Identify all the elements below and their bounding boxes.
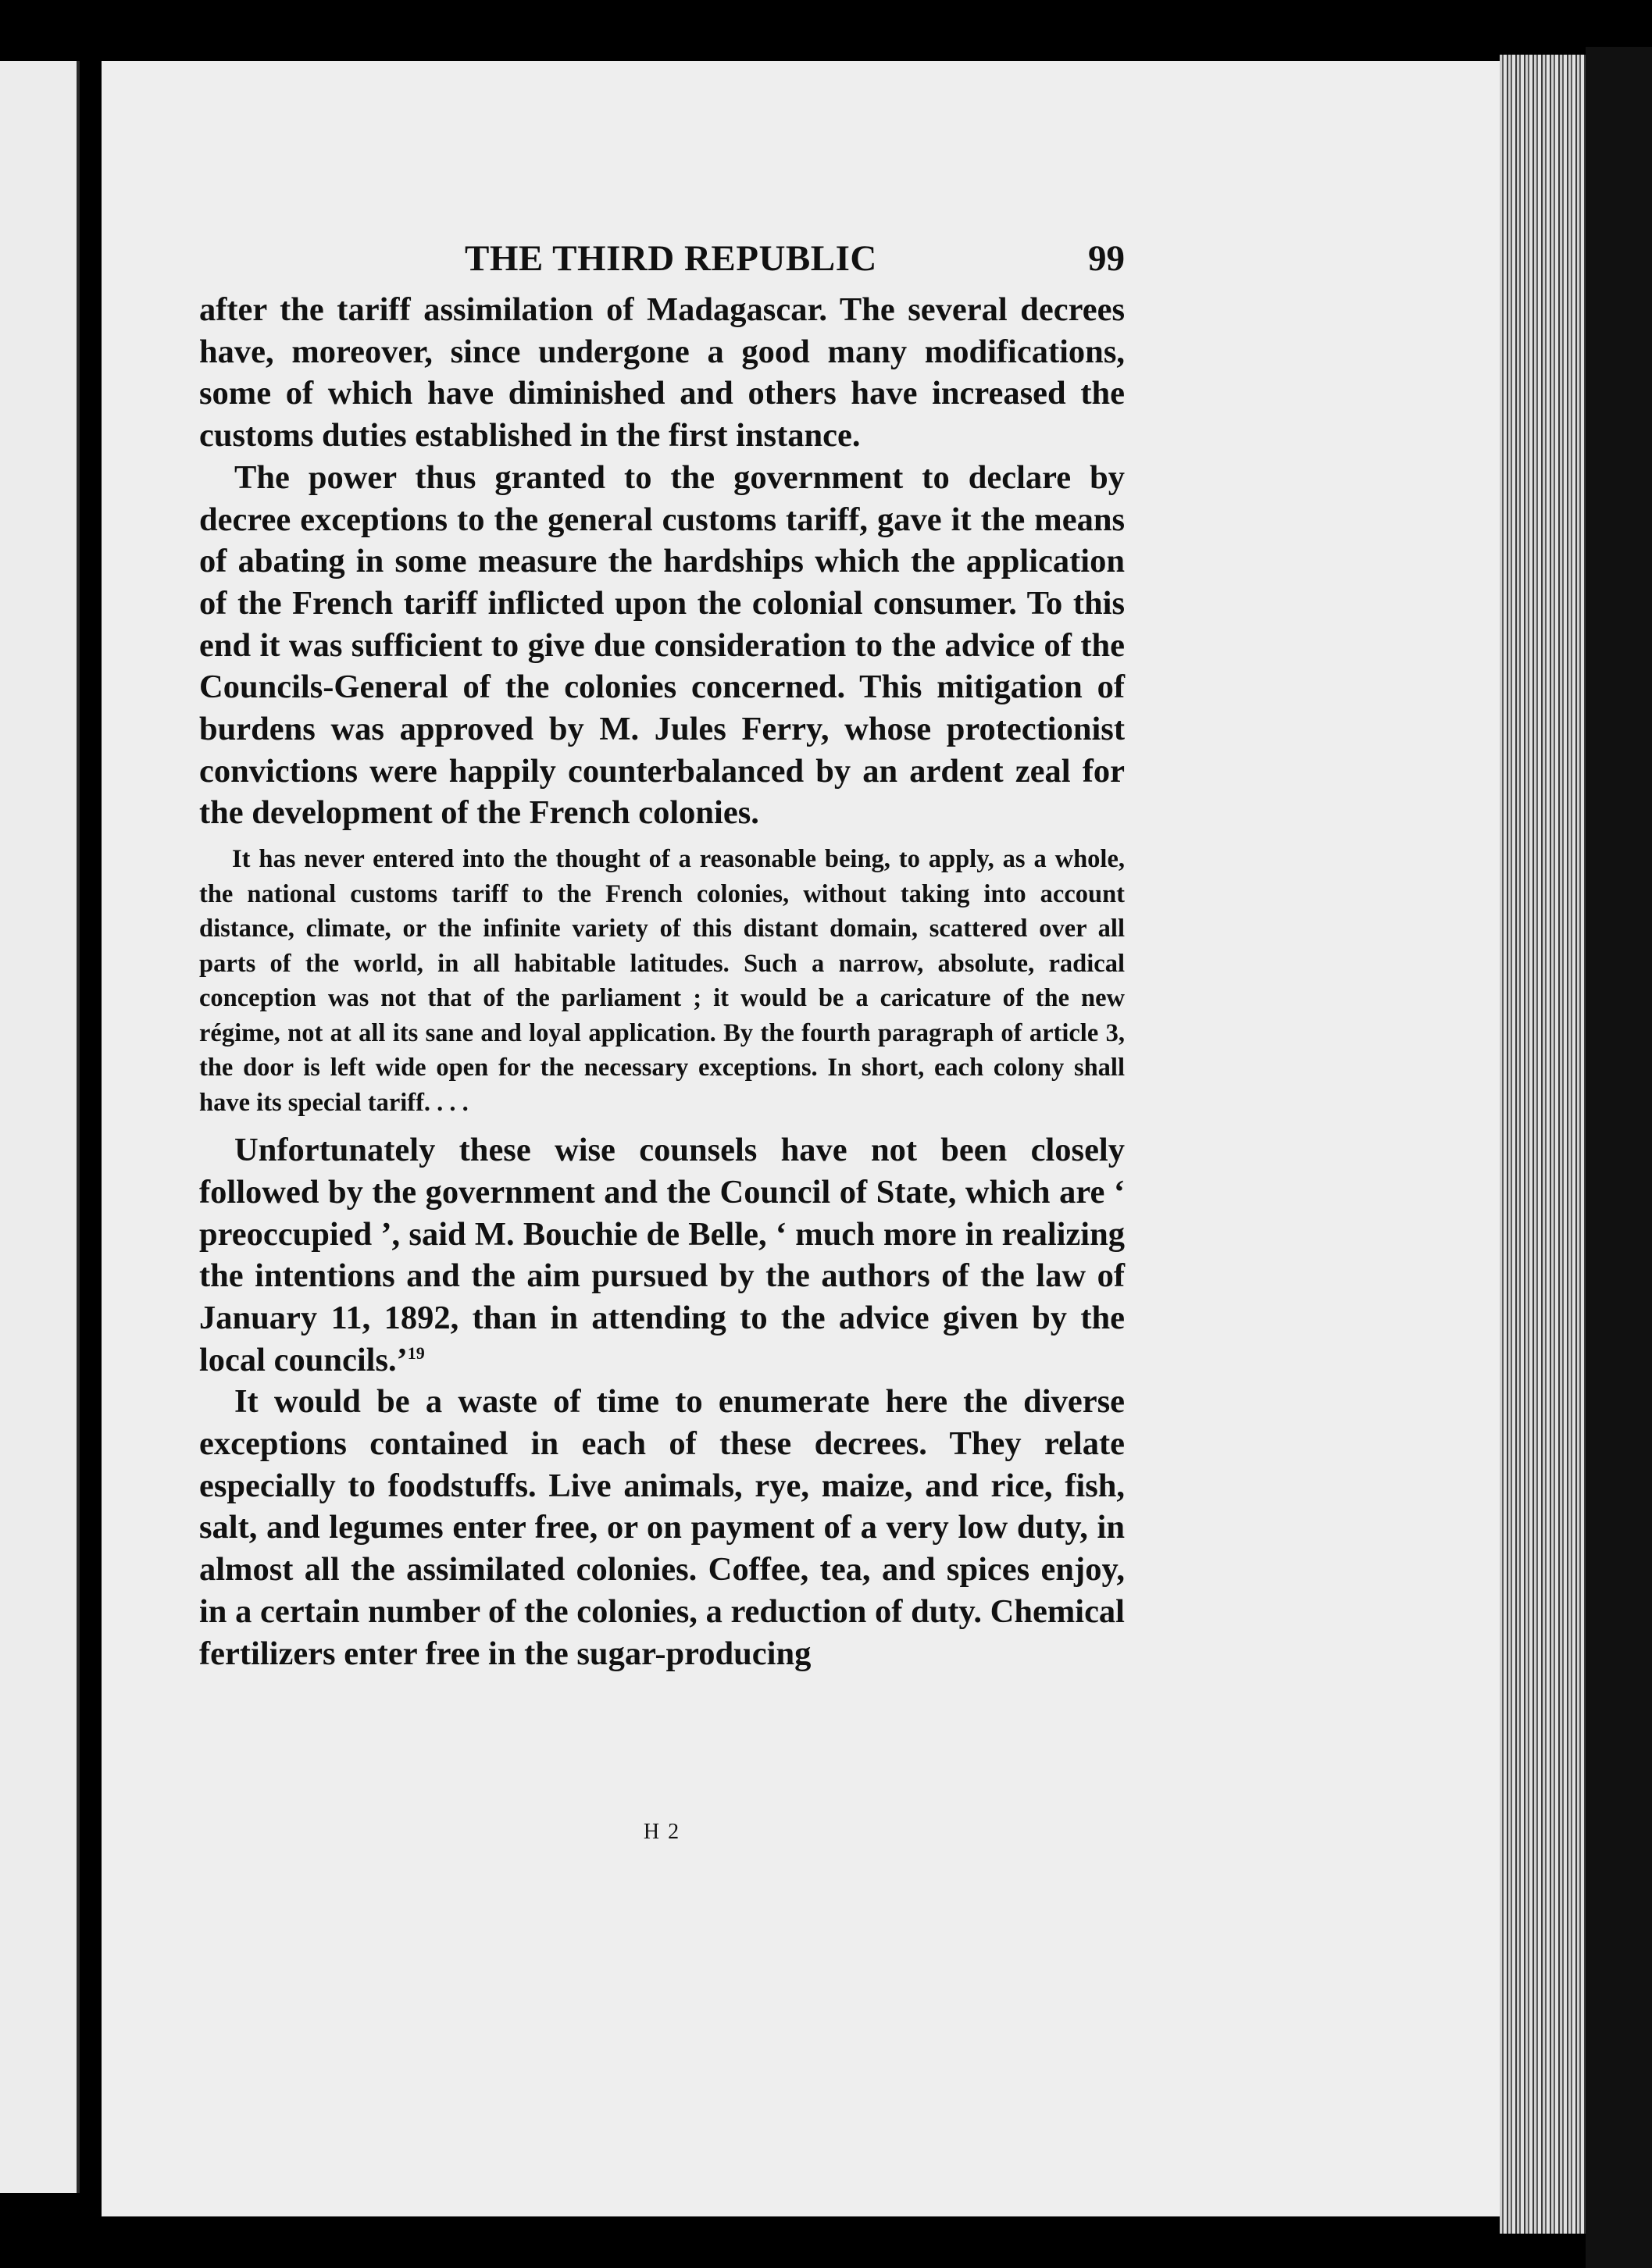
signature-mark: H 2 xyxy=(643,1820,681,1844)
block-quote: It has never entered into the thought of a reasonable being, to apply, as a whole, the national customs tariff to the French colonies, without taking into account distance, climate, or the infinite variety of this distant domain, scattered over all parts of the world, in all habitable latitudes. Such a narrow, absolute, radical conception was not that of the parliament ; it would be a caricature of the new régime, not at all its sane and loyal application. By the fourth paragraph of article 3, the door is left wide open for the necessary exceptions. In short, each colony shall have its special tariff. . . . xyxy=(199,845,1125,1117)
running-title: THE THIRD REPUBLIC xyxy=(465,238,877,279)
paragraph-3 xyxy=(199,1129,1125,1381)
footnote-ref: 19 xyxy=(407,1343,425,1363)
book-spine-shadow xyxy=(1586,47,1652,2268)
page-text xyxy=(199,234,1125,1844)
paragraph-2: The power thus granted to the government to declare by decree exceptions to the general customs tariff, gave it the means of abating in some measure the hardships which the application of the French tariff inflicted upon the colonial consumer. To this end it was sufficient to give due consideration to the advice of the Councils-General of the colonies concerned. This mitigation of burdens was approved by M. Jules Ferry, whose protectionist convictions were happily counterbalanced by an ardent zeal for the development of the French colonies. xyxy=(199,458,1125,832)
paragraph-1: after the tariff assimilation of Madagascar. The several decrees have, moreover, since undergone a good many modifications, some of which have diminished and others have increased the customs duties established in the first instance. xyxy=(199,291,1125,455)
paragraph-3-text: Unfortunately these wise counsels have not been closely followed by the government and the Council of State, which are ‘ preoccupied ’, said M. Bouchie de Belle, ‘ much more in realizing the intentions and the aim pursued by the authors of the law of January 11, 1892, than in attending to the advice given by the local councils.’ xyxy=(199,1132,1125,1378)
running-header xyxy=(199,234,1125,289)
paragraph-4: It would be a waste of time to enumerate here the diverse exceptions contained in each of these decrees. They relate especially to foodstuffs. Live animals, rye, maize, and rice, fish, salt, and legumes enter free, or on payment of a very low duty, in almost all the assimilated colonies. Coffee, tea, and spices enjoy, in a certain number of the colonies, a reduction of duty. Chemical fertilizers enter free in the sugar-producing xyxy=(199,1383,1125,1672)
facing-page-edge xyxy=(0,61,80,2193)
page-number: 99 xyxy=(1088,238,1125,279)
page-stack-edge xyxy=(1500,55,1586,2234)
